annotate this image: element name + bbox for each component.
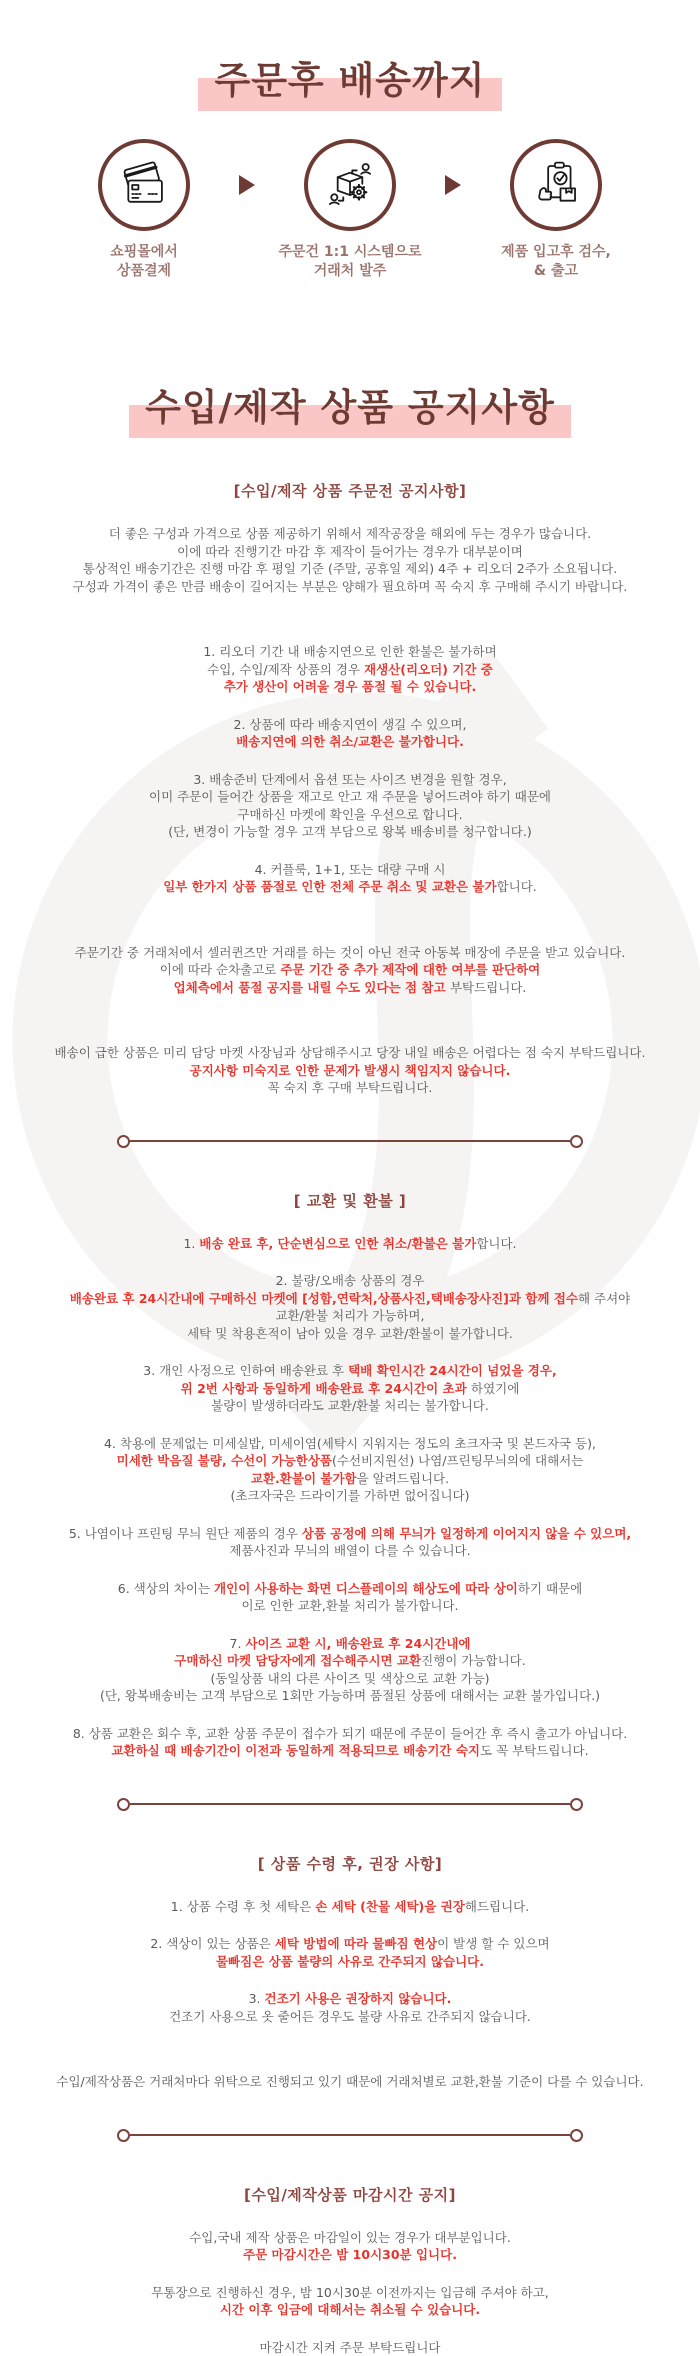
text-line <box>0 1307 700 1325</box>
text-line <box>0 861 700 879</box>
text-line <box>0 1635 700 1653</box>
notice-section-exchange-refund <box>0 1190 700 1760</box>
alert-text: 추가 생산이 어려울 경우 품절 될 수 있습니다. <box>224 679 477 694</box>
step-label-line1: 쇼핑몰에서 <box>110 244 178 260</box>
text-line <box>0 1487 700 1505</box>
body-text: 해 주셔야 <box>578 1291 630 1306</box>
page-title-highlight: 주문후 배송까지 <box>198 50 501 111</box>
alert-text: 주문 기간 중 추가 제작에 대한 여부를 판단하여 <box>280 962 540 977</box>
arrow-right-icon <box>239 175 255 195</box>
text-line <box>0 1435 700 1453</box>
arrow-right-icon <box>445 175 461 195</box>
step-label <box>110 243 178 281</box>
text-line <box>0 1452 700 1470</box>
text-block <box>0 525 700 595</box>
text-line <box>0 1725 700 1743</box>
body-text: 3. 개인 사정으로 인하여 배송완료 후 <box>143 1363 348 1378</box>
text-block <box>0 1725 700 1760</box>
text-line <box>0 1580 700 1598</box>
text-line <box>0 643 700 661</box>
body-text: 구매하신 마켓에 확인을 우선으로 합니다. <box>237 807 462 822</box>
text-block <box>0 1990 700 2025</box>
body-text: 마감시간 지켜 주문 부탁드립니다 <box>260 2340 441 2355</box>
step-label-line2: 상품결제 <box>117 263 171 279</box>
alert-text: 세탁 방법에 따라 물빠짐 현상 <box>275 1936 437 1951</box>
text-line <box>0 1062 700 1080</box>
divider-line <box>130 2134 570 2137</box>
body-text: 수입, 수입/제작 상품의 경우 <box>207 662 364 677</box>
section-header: [수입/제작 상품 주문전 공지사항] <box>0 480 700 501</box>
body-text: 수입,국내 제작 상품은 마감일이 있는 경우가 대부분입니다. <box>189 2230 511 2245</box>
step-label <box>501 243 611 281</box>
notice-title-highlight: 수입/제작 상품 공지사항 <box>129 377 571 438</box>
divider-line <box>130 1140 570 1143</box>
step-circle <box>98 139 190 231</box>
text-line <box>0 1898 700 1916</box>
body-text: 이로 인한 교환,환불 처리가 불가합니다. <box>241 1598 458 1613</box>
text-line <box>0 1670 700 1688</box>
alert-text: 재생산(리오더) 기간 중 <box>364 662 493 677</box>
section-divider <box>117 1798 583 1811</box>
body-text: 3. 배송준비 단계에서 옵션 또는 사이즈 변경을 원할 경우, <box>193 772 506 787</box>
text-line <box>0 944 700 962</box>
alert-text: 교환.환불이 불가함 <box>251 1471 357 1486</box>
alert-text: 업체측에서 품절 공지를 내릴 수도 있다는 점 참고 <box>174 980 450 995</box>
body-text: (단, 왕복배송비는 고객 부담으로 1회만 가능하며 품절된 상품에 대해서는 교환 불가입니다.) <box>100 1688 600 1703</box>
body-text: 주문기간 중 거래처에서 셀러퀸즈만 거래를 하는 것이 아닌 전국 아동복 매장에 주문을 받고 있습니다. <box>75 945 626 960</box>
body-text: 1. <box>183 1236 199 1251</box>
body-text: 교환/환불 처리가 가능하며, <box>276 1308 425 1323</box>
text-block <box>0 643 700 696</box>
body-text: 2. 불량/오배송 상품의 경우 <box>276 1273 425 1288</box>
order-system-icon <box>322 157 378 213</box>
text-line <box>0 1272 700 1290</box>
text-block <box>0 2284 700 2319</box>
text-block <box>0 944 700 997</box>
step-label <box>278 243 421 281</box>
section-divider <box>117 1135 583 1148</box>
alert-text: 건조기 사용은 권장하지 않습니다. <box>265 1991 452 2006</box>
text-block <box>0 1235 700 1253</box>
alert-text: 주문 마감시간은 밤 10시30분 입니다. <box>243 2247 457 2262</box>
alert-text: 공지사항 미숙지로 인한 문제가 발생시 책임지지 않습니다. <box>190 1063 511 1078</box>
body-text: 합니다. <box>476 1236 516 1251</box>
text-line <box>0 678 700 696</box>
text-line <box>0 1990 700 2008</box>
body-text: 이에 따라 진행기간 마감 후 제작이 들어가는 경우가 대부분이며 <box>177 544 523 559</box>
notice-sections <box>0 480 700 2356</box>
text-line <box>0 1044 700 1062</box>
text-line <box>0 1542 700 1560</box>
body-text: 하기 때문에 <box>518 1581 582 1596</box>
text-line <box>0 1235 700 1253</box>
text-line <box>0 733 700 751</box>
text-line <box>0 979 700 997</box>
text-line <box>0 2301 700 2319</box>
alert-text: 미세한 박음질 불량, 수선이 가능한상품 <box>117 1453 332 1468</box>
text-line <box>0 1362 700 1380</box>
text-block <box>0 2339 700 2356</box>
body-text: 7. <box>230 1636 246 1651</box>
body-text: 수입/제작상품은 거래처마다 위탁으로 진행되고 있기 때문에 거래처별로 교환,환불 기준이 다를 수 있습니다. <box>56 2074 643 2089</box>
body-text: 2. 상품에 따라 배송지연이 생길 수 있으며, <box>234 717 467 732</box>
text-block <box>0 861 700 896</box>
alert-text: 택배 확인시간 24시간이 넘었을 경우, <box>348 1363 557 1378</box>
alert-text: 배송완료 후 24시간내에 구매하신 마켓에 [성함,연락처,상품사진,택배송장사진]과 함께 접수 <box>70 1291 578 1306</box>
section-divider <box>117 2129 583 2142</box>
order-process <box>0 139 700 281</box>
body-text: 해드립니다. <box>465 1899 529 1914</box>
text-block <box>0 1044 700 1097</box>
body-text: 8. 상품 교환은 회수 후, 교환 상품 주문이 접수가 되기 때문에 주문이 들어간 후 즉시 출고가 아닙니다. <box>73 1726 627 1741</box>
text-block <box>0 2229 700 2264</box>
text-line <box>0 560 700 578</box>
section-header: [ 상품 수령 후, 권장 사항] <box>0 1853 700 1874</box>
alert-text: 일부 한가지 상품 품절로 인한 전체 주문 취소 및 교환은 불가 <box>163 879 496 894</box>
alert-text: 위 2번 사항과 동일하게 배송완료 후 24시간이 초과 <box>181 1381 471 1396</box>
process-step-order <box>255 139 445 281</box>
notice-section-deadline <box>0 2184 700 2356</box>
text-line <box>0 716 700 734</box>
text-line <box>0 878 700 896</box>
body-text: 건조기 사용으로 옷 줄어든 경우도 불량 사유로 간주되지 않습니다. <box>169 2009 531 2024</box>
step-label-line1: 주문건 1:1 시스템으로 <box>278 244 421 260</box>
alert-text: 시간 이후 입금에 대해서는 취소될 수 있습니다. <box>220 2302 480 2317</box>
text-block <box>0 2073 700 2091</box>
text-block <box>0 1935 700 1970</box>
body-text: 이 발생 할 수 있으며 <box>437 1936 550 1951</box>
text-line <box>0 961 700 979</box>
alert-text: 물빠짐은 상품 불량의 사유로 간주되지 않습니다. <box>216 1954 484 1969</box>
body-text: 4. 착용에 문제없는 미세실밥, 미세이염(세탁시 지워지는 정도의 초크자국 및 본드자국 등), <box>104 1436 596 1451</box>
body-text: (단, 변경이 가능할 경우 고객 부담으로 왕복 배송비를 청구합니다.) <box>168 824 531 839</box>
body-text: (수선비지원선) 나염/프린팅무늬의에 대해서는 <box>332 1453 583 1468</box>
text-line <box>0 543 700 561</box>
text-line <box>0 788 700 806</box>
body-text: 2. 색상이 있는 상품은 <box>150 1936 274 1951</box>
body-text: 더 좋은 구성과 가격으로 상품 제공하기 위해서 제작공장을 해외에 두는 경우가 많습니다. <box>109 526 591 541</box>
body-text: 통상적인 배송기간은 진행 마감 후 평일 기준 (주말, 공휴일 제외) 4주 + 리오더 2주가 소요됩니다. <box>83 561 617 576</box>
body-text: 1. 상품 수령 후 첫 세탁은 <box>171 1899 315 1914</box>
notice-section-pre-order <box>0 480 700 1097</box>
text-line <box>0 578 700 596</box>
text-line <box>0 1290 700 1308</box>
alert-text: 손 세탁 (찬물 세탁)을 권장 <box>315 1899 465 1914</box>
text-block <box>0 1272 700 1342</box>
text-block <box>0 1362 700 1415</box>
alert-text: 사이즈 교환 시, 배송완료 후 24시간내에 <box>245 1636 470 1651</box>
body-text: 이미 주문이 들어간 상품을 재고로 안고 재 주문을 넣어드려야 하기 때문에 <box>149 789 551 804</box>
notice-title <box>0 377 700 438</box>
text-block <box>0 1898 700 1916</box>
text-line <box>0 2008 700 2026</box>
text-line <box>0 1470 700 1488</box>
step-label-line2: 거래처 발주 <box>314 263 387 279</box>
text-block <box>0 771 700 841</box>
text-line <box>0 2339 700 2356</box>
body-text: 부탁드립니다. <box>450 980 526 995</box>
body-text: 4. 커플룩, 1+1, 또는 대량 구매 시 <box>255 862 446 877</box>
text-line <box>0 771 700 789</box>
text-line <box>0 1325 700 1343</box>
text-line <box>0 823 700 841</box>
body-text: 합니다. <box>497 879 537 894</box>
step-circle <box>510 139 602 231</box>
text-line <box>0 1935 700 1953</box>
alert-text: 배송 완료 후, 단순변심으로 인한 취소/환불은 불가 <box>199 1236 476 1251</box>
text-line <box>0 1742 700 1760</box>
section-header: [ 교환 및 환불 ] <box>0 1190 700 1211</box>
body-text: 1. 리오더 기간 내 배송지연으로 인한 환불은 불가하며 <box>203 644 496 659</box>
text-line <box>0 1525 700 1543</box>
text-line <box>0 2246 700 2264</box>
text-block <box>0 1580 700 1615</box>
body-text: 3. <box>249 1991 265 2006</box>
body-text: 꼭 숙지 후 구매 부탁드립니다. <box>268 1080 433 1095</box>
text-line <box>0 1687 700 1705</box>
text-block <box>0 1635 700 1705</box>
body-text: 구성과 가격이 좋은 만큼 배송이 길어지는 부분은 양해가 필요하며 꼭 숙지 후 구매해 주시기 바랍니다. <box>73 579 628 594</box>
body-text: 제품사진과 무늬의 배열이 다를 수 있습니다. <box>229 1543 470 1558</box>
body-text: 세탁 및 착용흔적이 남아 있을 경우 교환/환불이 불가합니다. <box>187 1326 513 1341</box>
text-line <box>0 1953 700 1971</box>
step-label-line1: 제품 입고후 검수, <box>501 244 611 260</box>
text-line <box>0 1079 700 1097</box>
alert-text: 구매하신 마켓 담당자에게 접수해주시면 교환 <box>174 1653 421 1668</box>
body-text: 불량이 발생하더라도 교환/환불 처리는 불가합니다. <box>211 1398 489 1413</box>
body-text: 이에 따라 순차출고로 <box>160 962 281 977</box>
text-line <box>0 1397 700 1415</box>
body-text: (동일상품 내의 다른 사이즈 및 색상으로 교환 가능) <box>210 1671 489 1686</box>
text-block <box>0 1525 700 1560</box>
alert-text: 교환하실 때 배송기간이 이전과 동일하게 적용되므로 배송기간 숙지 <box>111 1743 480 1758</box>
credit-card-icon <box>116 157 172 213</box>
body-text: 을 알려드립니다. <box>357 1471 449 1486</box>
step-label-line2: & 출고 <box>534 263 578 279</box>
alert-text: 배송지연에 의한 취소/교환은 불가합니다. <box>236 734 464 749</box>
text-line <box>0 2229 700 2247</box>
step-circle <box>304 139 396 231</box>
alert-text: 개인이 사용하는 화면 디스플레이의 해상도에 따라 상이 <box>214 1581 518 1596</box>
text-block <box>0 716 700 751</box>
text-line <box>0 2073 700 2091</box>
body-text: 배송이 급한 상품은 미리 담당 마켓 사장님과 상담해주시고 당장 내일 배송은 어렵다는 점 숙지 부탁드립니다. <box>55 1045 646 1060</box>
page-title <box>0 50 700 111</box>
text-line <box>0 525 700 543</box>
text-line <box>0 806 700 824</box>
inspection-shipping-icon <box>528 157 584 213</box>
process-step-inspection <box>461 139 651 281</box>
body-text: 도 꼭 부탁드립니다. <box>480 1743 589 1758</box>
body-text: 무통장으로 진행하신 경우, 밤 10시30분 이전까지는 입금해 주셔야 하고, <box>151 2285 549 2300</box>
text-line <box>0 661 700 679</box>
text-line <box>0 1597 700 1615</box>
section-header: [수입/제작상품 마감시간 공지] <box>0 2184 700 2205</box>
text-line <box>0 1380 700 1398</box>
text-block <box>0 1435 700 1505</box>
body-text: (초크자국은 드라이기를 가하면 없어집니다) <box>230 1488 469 1503</box>
alert-text: 상품 공정에 의해 무늬가 일정하게 이어지지 않을 수 있으며, <box>302 1526 631 1541</box>
body-text: 진행이 가능합니다. <box>421 1653 526 1668</box>
text-line <box>0 1652 700 1670</box>
process-step-payment <box>49 139 239 281</box>
body-text: 5. 나염이나 프린팅 무늬 원단 제품의 경우 <box>69 1526 302 1541</box>
body-text: 6. 색상의 차이는 <box>118 1581 214 1596</box>
divider-line <box>130 1803 570 1806</box>
body-text: 하였기에 <box>471 1381 519 1396</box>
notice-section-after-receipt <box>0 1853 700 2091</box>
text-line <box>0 2284 700 2302</box>
